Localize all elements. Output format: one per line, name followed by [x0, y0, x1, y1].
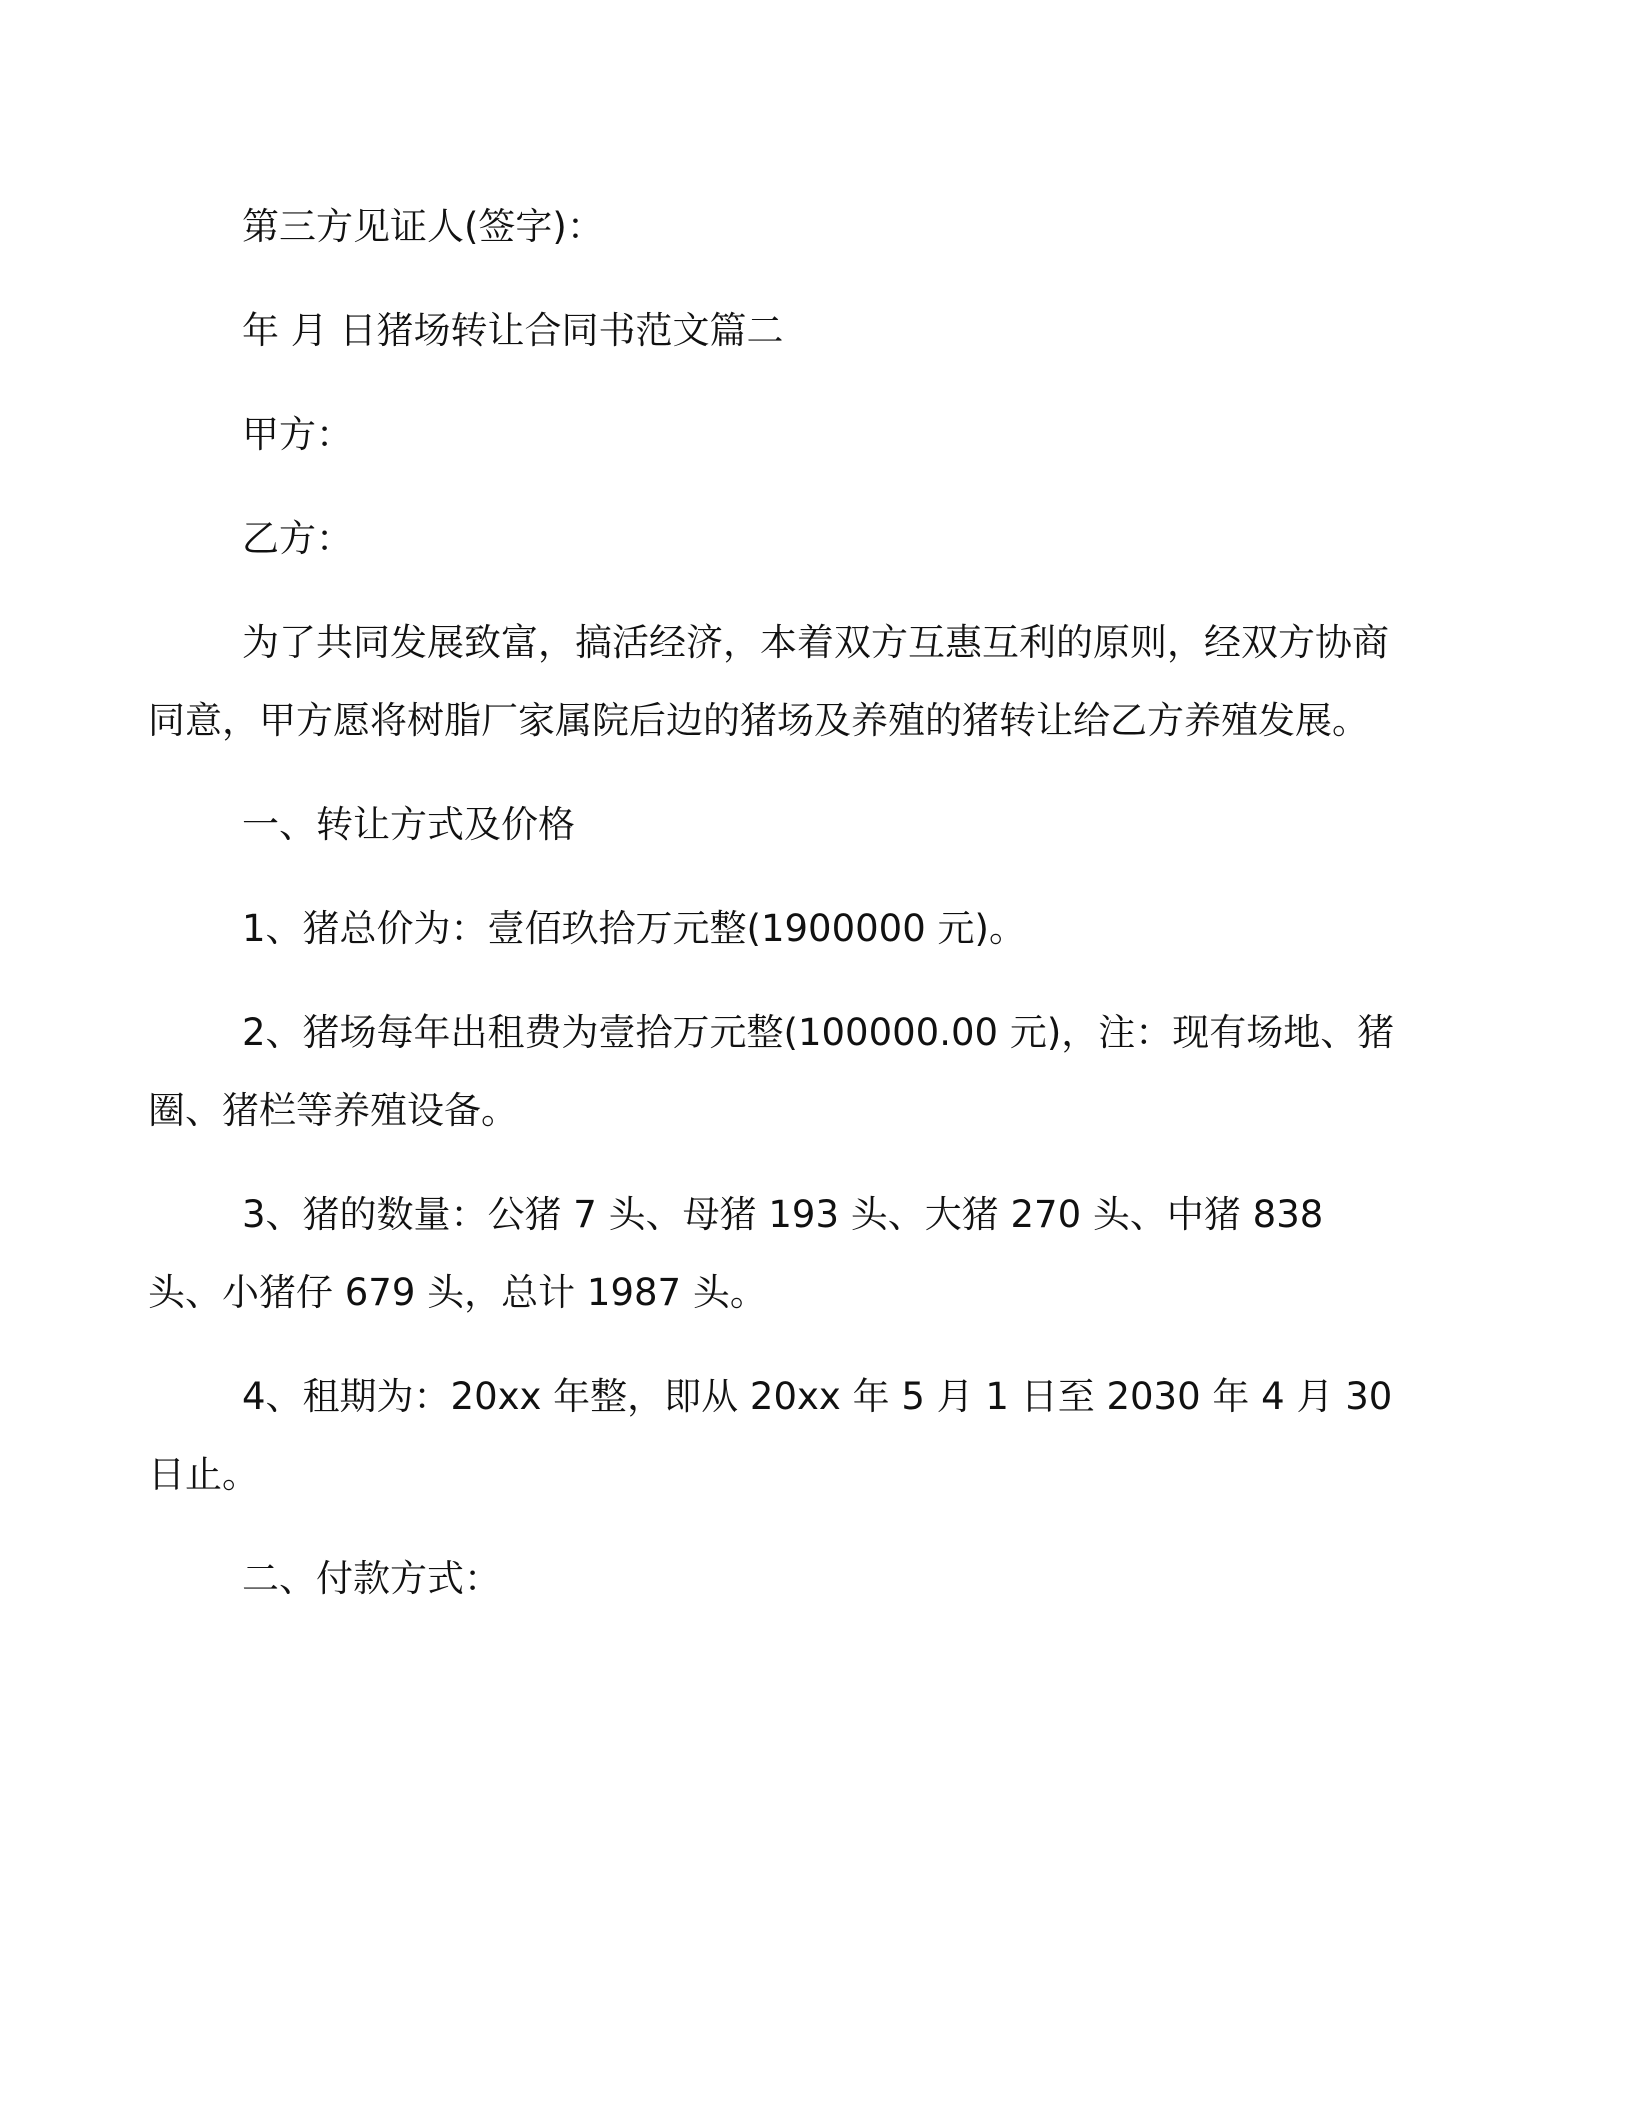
clause-4-lease-term: 4、租期为：20xx 年整，即从 20xx 年 5 月 1 日至 2030 年 4 月 30 日止。 [148, 1375, 1393, 1496]
document-body [148, 188, 1402, 1644]
section-heading-transfer: 一、转让方式及价格 [242, 803, 575, 846]
date-and-section-title: 年 月 日猪场转让合同书范文篇二 [242, 309, 784, 352]
clause-3-pig-count: 3、猪的数量：公猪 7 头、母猪 193 头、大猪 270 头、中猪 838 头、小猪仔 679 头，总计 1987 头。 [148, 1193, 1324, 1314]
witness-signature-line: 第三方见证人(签字)： [242, 205, 604, 248]
party-b-line: 乙方： [242, 517, 353, 560]
clause-2-rent: 2、猪场每年出租费为壹拾万元整(100000.00 元)，注：现有场地、猪圈、猪栏等养殖设备。 [148, 1011, 1395, 1132]
section-heading-payment: 二、付款方式： [242, 1557, 501, 1600]
party-a-line: 甲方： [242, 413, 353, 456]
clause-1-total-price: 1、猪总价为：壹佰玖拾万元整(1900000 元)。 [242, 907, 1026, 950]
intro-paragraph: 为了共同发展致富，搞活经济，本着双方互惠互利的原则，经双方协商同意，甲方愿将树脂厂家属院后边的猪场及养殖的猪转让给乙方养殖发展。 [148, 621, 1389, 742]
